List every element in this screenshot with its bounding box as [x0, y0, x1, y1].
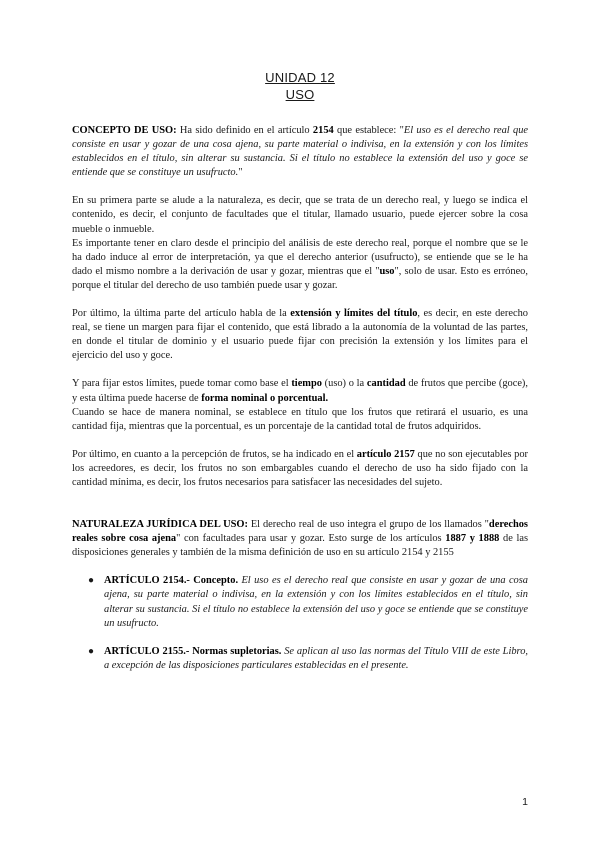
naturaleza-paragraph — [72, 518, 528, 560]
naturaleza-t3: de las disposiciones generales y también de la misma definición de uso en su artículo 2154 y 2155 — [72, 533, 528, 559]
p4-b3: forma nominal o porcentual. — [201, 392, 329, 404]
page-number: 1 — [522, 796, 528, 808]
p4-b1: tiempo — [291, 378, 322, 390]
p2-after: ", solo de usar. Esto es erróneo, porque el titular del derecho de uso también puede usar y gozar. — [72, 265, 528, 291]
paragraph-nombre-uso — [72, 237, 528, 293]
document-body — [72, 124, 528, 673]
p4-t1: Y para fijar estos límites, puede tomar como base el — [72, 378, 292, 390]
list-item-article-2155 — [72, 645, 528, 673]
article-label: ARTÍCULO 2154.- Concepto. — [104, 575, 239, 587]
article-label: ARTÍCULO 2155.- Normas supletorias. — [104, 645, 282, 657]
concepto-article: 2154 — [312, 125, 334, 136]
concepto-establece: que establece: " — [333, 125, 404, 136]
articles-list — [72, 574, 528, 673]
p5-bold: artículo 2157 — [356, 448, 415, 460]
naturaleza-t2: " con facultades para usar y gozar. Esto surge de los artículos — [176, 533, 446, 545]
concepto-heading: CONCEPTO DE USO: — [72, 125, 177, 136]
p3-before: Por último, la última parte del artículo habla de la — [72, 308, 291, 320]
concepto-intro: Ha sido definido en el artículo — [176, 125, 313, 136]
bullet-icon: ● — [88, 645, 95, 657]
p4-b2: cantidad — [366, 378, 406, 390]
naturaleza-b2: 1887 y 1888 — [445, 533, 500, 545]
article-text: El uso es el derecho real que consiste en usar y gozar de una cosa ajena, su parte material o indivisa, en la extensión y con los límites establecidos en el título, sin alterar su sustancia. Si el título no establece la extensión del uso y goce se entiende que se constituye un usufructo. — [104, 575, 528, 629]
p2-bold: uso — [379, 265, 395, 277]
p2-before: Es importante tener en claro desde el principio del análisis de este derecho real, porque el nombre que se le ha dado induce al error de interpretación, ya que el derecho anterior (usufructo), se entiende que se le ha dado el mismo nombre a la derivación de usar y gozar, mientras que el " — [72, 237, 528, 277]
p3-after: , es decir, en este derecho real, se tiene un margen para fijar el contenido, que está librado a la autonomía de la voluntad de las partes, en donde el titular de dominio y el usuario puede fijar con precisión la extensión y los límites para el ejercicio del uso y goce. — [72, 308, 528, 362]
paragraph-tiempo-cantidad — [72, 377, 528, 405]
paragraph-nominal-porcentual: Cuando se hace de manera nominal, se establece en título que los frutos que retirará el usuario, es una cantidad fija, mientras que la porcentual, es un porcentaje de la cantidad total de frutos adquiridos. — [72, 406, 528, 432]
paragraph-naturaleza-contenido: En su primera parte se alude a la naturaleza, es decir, que se trata de un derecho real, y luego se indica el contenido, es decir, el conjunto de facultades que el titular, llamado usuario, puede ejercer sobre la cosa mueble o inmueble. — [72, 195, 528, 235]
naturaleza-b1: derechos reales sobre cosa ajena — [72, 519, 528, 545]
article-text: Se aplican al uso las normas del Título VIII de este Libro, a excepción de las disposiciones particulares establecidas en el presente. — [104, 645, 528, 671]
p4-t2: (uso) o la — [321, 378, 367, 390]
p5-before: Por último, en cuanto a la percepción de frutos, se ha indicado en el — [72, 448, 357, 460]
topic-title: USO — [285, 87, 315, 102]
paragraph-percepcion-frutos — [72, 448, 528, 490]
p4-t3: de frutos que percibe (goce), y esta última puede hacerse de — [72, 378, 528, 404]
concepto-quote: El uso es el derecho real que consiste en usar y gozar de una cosa ajena, su parte material o indivisa, en la extensión y con los límites establecidos en el título, sin alterar su sustancia. Si el título no establece la extensión del uso y goce se entiende que se constituye un usufructo. — [72, 125, 529, 179]
naturaleza-heading: NATURALEZA JURÍDICA DEL USO: — [72, 519, 248, 531]
p3-bold: extensión y límites del título — [290, 308, 418, 320]
concepto-paragraph — [72, 124, 528, 180]
paragraph-extension-limites — [72, 307, 528, 363]
p5-after: que no son ejecutables por los acreedores, es decir, los frutos no son embargables cuando el derecho de uso ha sido fijado con la cantidad mínima, es decir, los frutos necesarios para satisfacer las necesidades del sujeto. — [72, 448, 528, 488]
list-item-article-2154 — [72, 574, 528, 630]
concepto-close: " — [238, 167, 243, 179]
unit-title: UNIDAD 12 — [265, 70, 335, 85]
bullet-icon: ● — [88, 575, 95, 587]
naturaleza-t1: El derecho real de uso integra el grupo de los llamados " — [247, 519, 489, 531]
